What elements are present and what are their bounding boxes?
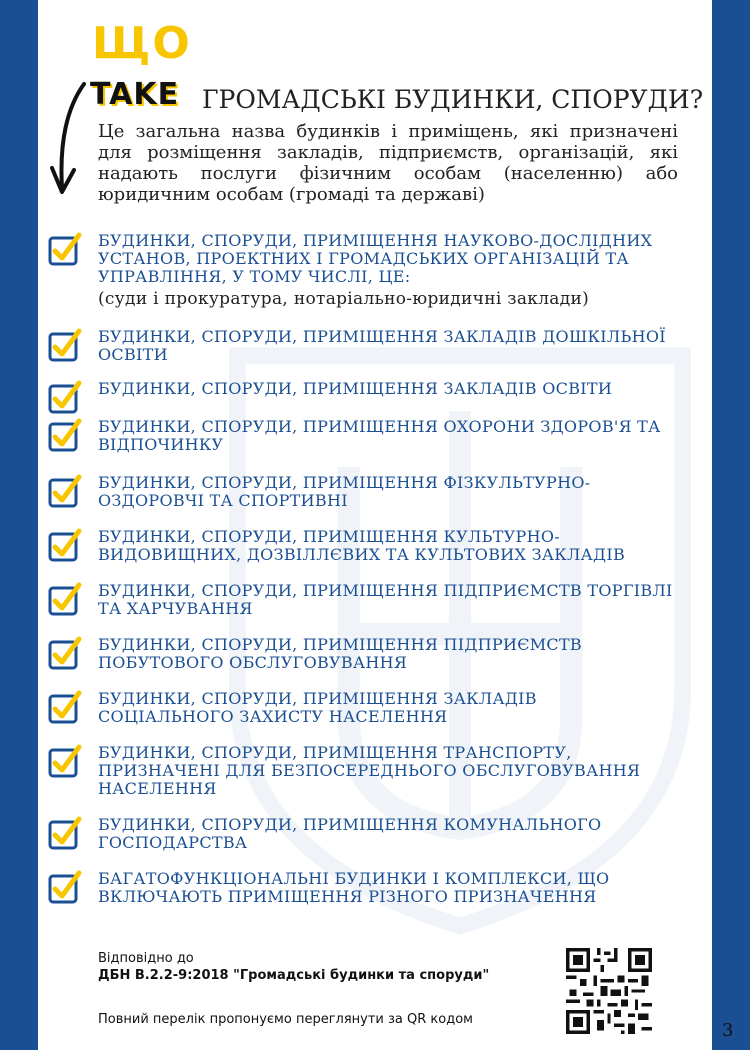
list-item-text: БУДИНКИ, СПОРУДИ, ПРИМІЩЕННЯ ФІЗКУЛЬТУРНО-ОЗДОРОВЧІ ТА СПОРТИВНІ xyxy=(98,473,591,510)
checkbox-checked-icon xyxy=(48,528,82,562)
checkbox-checked-icon xyxy=(48,380,82,414)
curved-arrow-down-icon xyxy=(46,80,96,200)
checkbox-checked-icon xyxy=(48,418,82,452)
title-what: ЩО xyxy=(92,18,192,69)
list-item-text: БУДИНКИ, СПОРУДИ, ПРИМІЩЕННЯ НАУКОВО-ДОСЛІДНИХ УСТАНОВ, ПРОЕКТНИХ І ГРОМАДСЬКИХ ОРГАНІЗАЦІЙ ТА УПРАВЛІННЯ, У ТОМУ ЧИСЛІ, ЦЕ: xyxy=(98,231,653,286)
checkbox-checked-icon xyxy=(48,744,82,778)
qr-code-icon[interactable] xyxy=(566,948,652,1034)
footer-qr-note: Повний перелік пропонуємо переглянути за QR кодом xyxy=(98,1012,473,1027)
list-item-text: БУДИНКИ, СПОРУДИ, ПРИМІЩЕННЯ ЗАКЛАДІВ ОСВІТИ xyxy=(98,379,613,398)
checkbox-checked-icon xyxy=(48,232,82,266)
list-item-text: БУДИНКИ, СПОРУДИ, ПРИМІЩЕННЯ ОХОРОНИ ЗДОРОВ'Я ТА ВІДПОЧИНКУ xyxy=(98,417,661,454)
list-item-text: БУДИНКИ, СПОРУДИ, ПРИМІЩЕННЯ ЗАКЛАДІВ ДОШКІЛЬНОЇ ОСВІТИ xyxy=(98,327,666,364)
checkbox-checked-icon xyxy=(48,636,82,670)
intro-paragraph: Це загальна назва будинків і приміщень, які призначені для розміщення закладів, підприємств, організацій, які надають послуги фізичним особам (населенню) або юридичним особам (громаді та державі) xyxy=(98,121,678,205)
list-item-text: БУДИНКИ, СПОРУДИ, ПРИМІЩЕННЯ ТРАНСПОРТУ, ПРИЗНАЧЕНІ ДЛЯ БЕЗПОСЕРЕДНЬОГО ОБСЛУГОВУВАННЯ НАСЕЛЕННЯ xyxy=(98,743,641,798)
list-item-subtext: (суди і прокуратура, нотаріально-юридичні заклади) xyxy=(98,289,590,309)
page-number: 3 xyxy=(722,1020,734,1041)
checkbox-checked-icon xyxy=(48,328,82,362)
footer-reference xyxy=(98,950,489,984)
checkbox-checked-icon xyxy=(48,582,82,616)
list-item-text: БУДИНКИ, СПОРУДИ, ПРИМІЩЕННЯ ПІДПРИЄМСТВ ПОБУТОВОГО ОБСЛУГОВУВАННЯ xyxy=(98,635,582,672)
checkbox-checked-icon xyxy=(48,816,82,850)
footer-document-link: ДБН В.2.2-9:2018 "Громадські будинки та споруди" xyxy=(98,968,490,983)
title-public-buildings: ГРОМАДСЬКІ БУДИНКИ, СПОРУДИ? xyxy=(202,85,704,114)
list-item-text: БУДИНКИ, СПОРУДИ, ПРИМІЩЕННЯ КУЛЬТУРНО-ВИДОВИЩНИХ, ДОЗВІЛЛЄВИХ ТА КУЛЬТОВИХ ЗАКЛАДІВ xyxy=(98,527,626,564)
list-item-text: БАГАТОФУНКЦІОНАЛЬНІ БУДИНКИ І КОМПЛЕКСИ, ЩО ВКЛЮЧАЮТЬ ПРИМІЩЕННЯ РІЗНОГО ПРИЗНАЧЕННЯ xyxy=(98,869,610,906)
checkbox-checked-icon xyxy=(48,870,82,904)
checkbox-checked-icon xyxy=(48,690,82,724)
left-blue-band xyxy=(0,0,38,1050)
list-item-text: БУДИНКИ, СПОРУДИ, ПРИМІЩЕННЯ ЗАКЛАДІВ СОЦІАЛЬНОГО ЗАХИСТУ НАСЕЛЕННЯ xyxy=(98,689,537,726)
title-take: TAKE xyxy=(90,77,180,112)
checkbox-checked-icon xyxy=(48,474,82,508)
list-item-text: БУДИНКИ, СПОРУДИ, ПРИМІЩЕННЯ КОМУНАЛЬНОГО ГОСПОДАРСТВА xyxy=(98,815,602,852)
footer-according: Відповідно до xyxy=(98,951,194,966)
list-item-text: БУДИНКИ, СПОРУДИ, ПРИМІЩЕННЯ ПІДПРИЄМСТВ ТОРГІВЛІ ТА ХАРЧУВАННЯ xyxy=(98,581,673,618)
